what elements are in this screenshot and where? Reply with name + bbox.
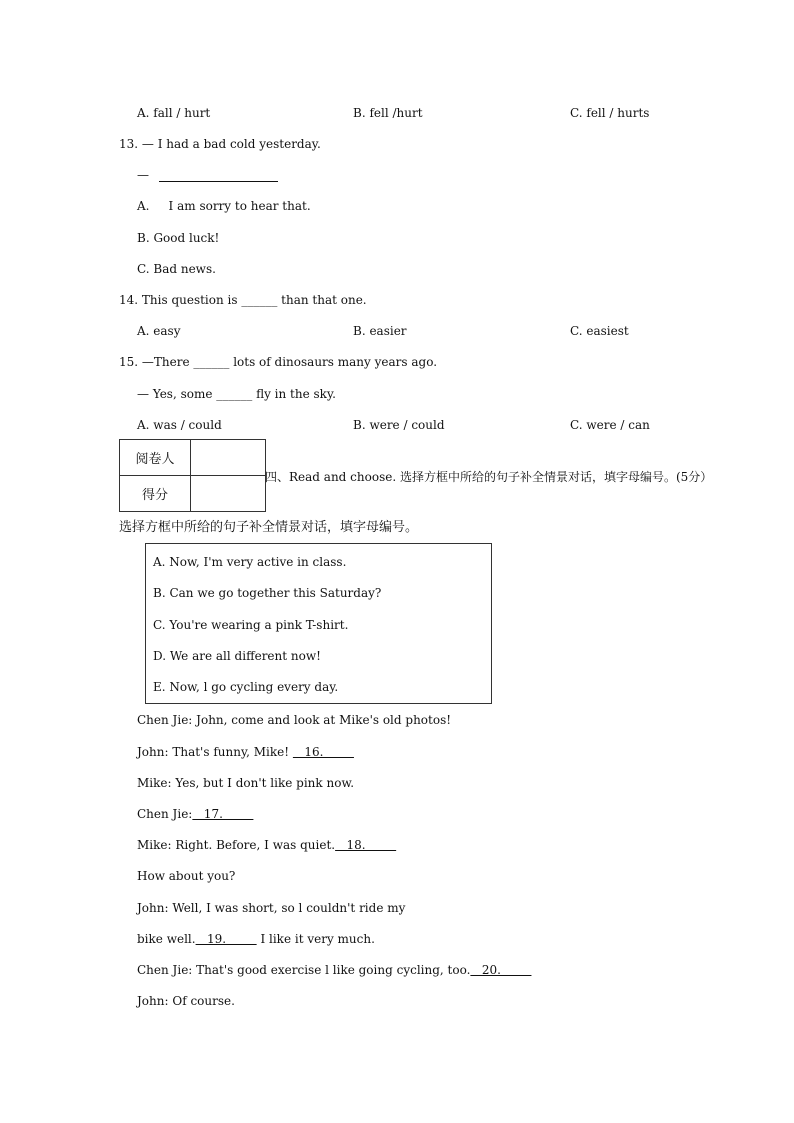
dialogue-line-8 [137,931,375,947]
dialogue-line-9-text: Chen Jie: That's good exercise l like going cycling, too. [137,963,471,977]
choice-d: D. We are all different now! [153,649,321,663]
dialogue-line-2 [137,744,354,760]
section4-title: 四、Read and choose. 选择方框中所给的句子补全情景对话，填字母编号。(5分） [265,470,713,484]
dialogue-line-1: Chen Jie: John, come and look at Mike's old photos! [137,713,452,727]
dialogue-line-6: How about you? [137,869,236,883]
blank-17[interactable]: 17. [192,807,254,821]
blank-19[interactable]: 19. [195,932,257,946]
q12-option-a: A. fall / hurt [137,106,211,120]
section4-instruction: 选择方框中所给的句子补全情景对话，填字母编号。 [119,520,419,535]
q13-option-c: C. Bad news. [137,262,216,276]
q13-reply-dash: — [137,168,149,182]
q15-option-a: A. was / could [137,418,222,432]
q13-option-b: B. Good luck! [137,231,220,245]
dialogue-line-10: John: Of course. [137,994,235,1008]
blank-16[interactable]: 16. [292,745,354,759]
q12-option-c: C. fell / hurts [570,106,650,120]
q14-stem: 14. This question is ______ than that one. [119,293,367,307]
grader-cell[interactable] [191,440,266,476]
dialogue-line-4-text: Chen Jie: [137,807,193,821]
q14-option-a: A. easy [137,324,181,338]
score-label: 得分 [120,476,191,512]
q13-answer-blank [159,180,278,182]
choice-b: B. Can we go together this Saturday? [153,586,382,600]
dialogue-line-4 [137,806,253,822]
q15-stem: 15. —There ______ lots of dinosaurs many years ago. [119,355,438,369]
dialogue-line-7: John: Well, I was short, so l couldn't ride my [137,901,406,915]
dialogue-line-9 [137,962,531,978]
grader-label: 阅卷人 [120,440,191,476]
dialogue-line-5 [137,837,396,853]
q12-option-b: B. fell /hurt [353,106,423,120]
q13-stem: 13. — I had a bad cold yesterday. [119,137,321,151]
dialogue-line-8-tail: I like it very much. [256,932,375,946]
choice-c: C. You're wearing a pink T-shirt. [153,618,349,632]
blank-18[interactable]: 18. [335,838,397,852]
blank-20[interactable]: 20. [470,963,532,977]
score-table [119,439,266,512]
q15-option-c: C. were / can [570,418,650,432]
dialogue-line-5-text: Mike: Right. Before, I was quiet. [137,838,336,852]
dialogue-line-8-text: bike well. [137,932,196,946]
dialogue-line-2-text: John: That's funny, Mike! [137,745,293,759]
q13-option-a: A. I am sorry to hear that. [137,199,311,213]
dialogue-line-3: Mike: Yes, but I don't like pink now. [137,776,355,790]
score-cell[interactable] [191,476,266,512]
choice-e: E. Now, l go cycling every day. [153,680,339,694]
q15-option-b: B. were / could [353,418,445,432]
choice-a: A. Now, I'm very active in class. [153,555,347,569]
q14-option-c: C. easiest [570,324,629,338]
q15-reply: — Yes, some ______ fly in the sky. [137,387,336,401]
q14-option-b: B. easier [353,324,407,338]
